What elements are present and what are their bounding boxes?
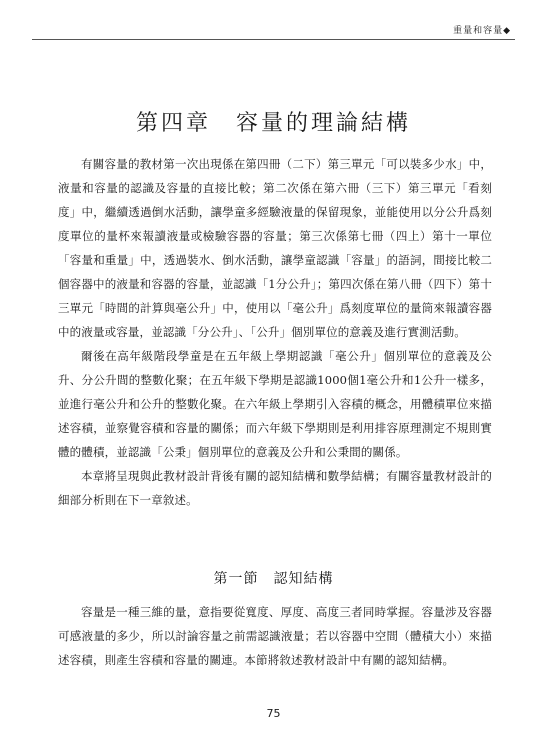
intro-paragraph-1: 有關容量的教材第一次出現係在第四冊（二下）第三單元「可以裝多少水」中，液量和容量的認識及容量的直接比較；第二次係在第六冊（三下）第三單元「看刻度」中，繼續透過倒水活動，讓學童多經驗液量的保留現象，並能使用以分公升爲刻度單位的量杯來報讀液量或檢驗容器的容量；第三次係第七冊（四上）第十一單位「容量和重量」中，透過裝水、倒水活動，讓學童認識「容量」的語詞，間接比較二個容器中的液量和容器的容量，並認識「1分公升」；第四次係在第八冊（四下）第十三單元「時間的計算與毫公升」中，使用以「毫公升」爲刻度單位的量筒來報讀容器中的液量或容量，並認識「分公升」、「公升」個別單位的意義及進行實測活動。 <box>58 157 492 339</box>
header-rule <box>32 39 515 40</box>
running-header: 重量和容量◆ <box>453 26 511 36</box>
chapter-title: 第四章 容量的理論結構 <box>135 111 411 136</box>
page-number: 75 <box>266 707 281 720</box>
section-body <box>58 600 492 672</box>
section-title: 第一節 認知結構 <box>213 571 334 587</box>
intro-paragraph-3: 本章將呈現與此教材設計背後有關的認知結構和數學結構；有關容量教材設計的細部分析則在下一章敘述。 <box>58 469 492 507</box>
section-paragraph-1: 容量是一種三維的量，意指要從寬度、厚度、高度三者同時掌握。容量涉及容器可感液量的多少，所以討論容量之前需認識液量；若以容器中空間（體積大小）來描述容積，則產生容積和容量的關連。本節將敘述教材設計中有關的認知結構。 <box>58 605 492 667</box>
intro-paragraph-2: 爾後在高年級階段學童是在五年級上學期認識「毫公升」個別單位的意義及公升、分公升間的整數化聚；在五年級下學期是認識1000個1毫公升和1公升一樣多，並進行毫公升和公升的整數化聚。在六年級上學期引入容積的概念，用體積單位來描述容積，並察覺容積和容量的關係；而六年級下學期則是利用排容原理測定不規則實體的體積，並認識「公秉」個別單位的意義及公升和公秉間的關係。 <box>58 349 492 459</box>
intro-body <box>58 152 492 512</box>
